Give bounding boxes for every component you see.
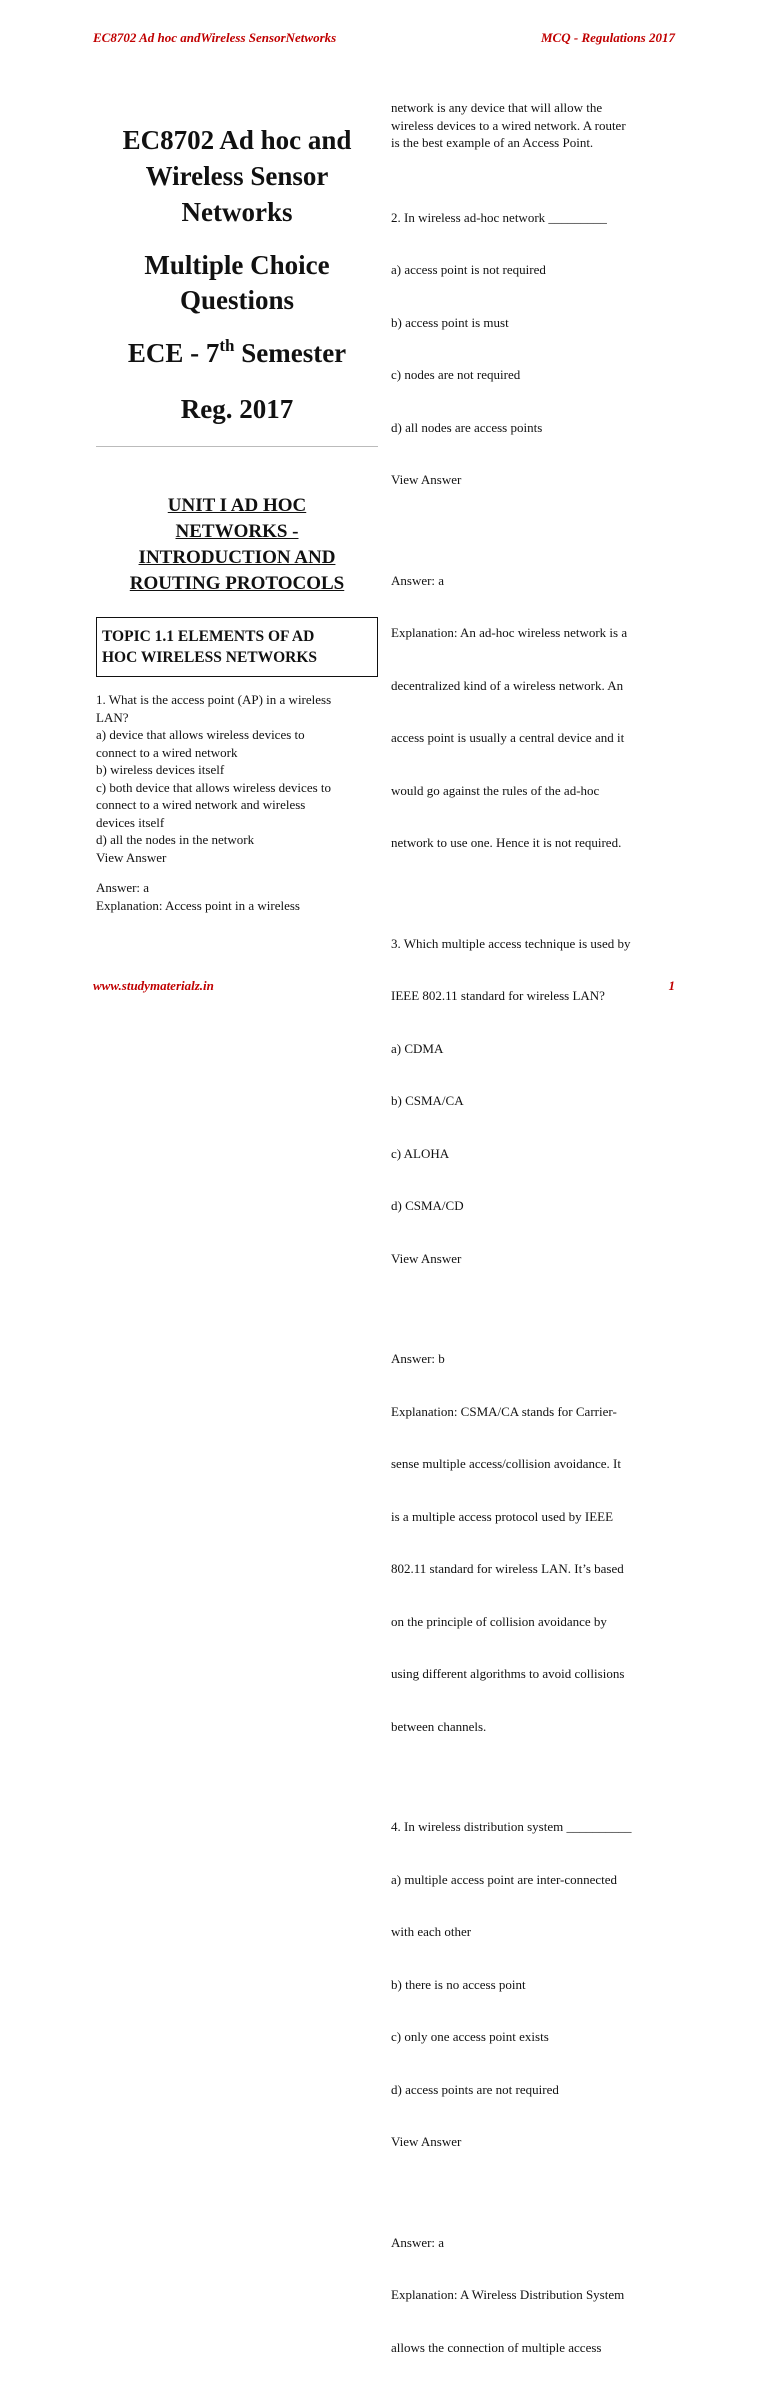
footer-website-link[interactable]: www.studymaterialz.in: [93, 978, 214, 993]
semester-heading: ECE - 7th Semester: [127, 336, 347, 368]
question-3: 3. Which multiple access technique is used by IEEE 802.11 standard for wireless LAN? a) CDMA b) CSMA/CA c) ALOHA d) CSMA/CD View Answer Answer: b Explanation: CSMA/CA stands for Carrier- sense multiple access/collision avoidance. It is a multiple access protocol used by IEEE 802.11 standard for wireless LAN. It’s based on the principle of collision avoidance by using different algorithms to avoid collisions between channels.: [391, 900, 681, 1771]
header-title: EC8702 Ad hoc andWireless SensorNetworks: [93, 30, 337, 45]
page-number: 1: [668, 978, 675, 993]
course-title-line3: Networks: [181, 197, 293, 227]
right-column: network is any device that will allow the wireless devices to a wired network. A router is the best example of an Access Point. 2. In wireless ad-hoc network _________ a) access point is not required b) access point is must c) nodes are not required d) all nodes are access points View Answer Answer: a Explanation: An ad-hoc wireless network is a decentralized kind of a wireless network. An access point is usually a central device and it would go against the rules of the ad-hoc network to use one. Hence it is not required. 3. Which multiple access technique is used by IEEE 802.11 standard for wireless LAN? a) CDMA b) CSMA/CA c) ALOHA d) CSMA/CD View Answer Answer: b Explanation: CSMA/CA stands for Carrier- sense multiple access/collision avoidance. It is a multiple access protocol used by IEEE 802.11 standard for wireless LAN. It’s based on the principle of collision avoidance by using different algorithms to avoid collisions between channels. 4. In wireless distribution system __________ a) multiple access point are inter-connected with each other b) there is no access point c) only one access point exists d) access points are not required View Answer Answer: a Explanation: A Wireless Distribution System allows the connection of multiple access: [391, 99, 681, 2391]
view-answer-link[interactable]: View Answer: [391, 2134, 462, 2149]
question-2: 2. In wireless ad-hoc network _________ a) access point is not required b) access point is must c) nodes are not required d) all nodes are access points View Answer Answer: a Explanation: An ad-hoc wireless network is a decentralized kind of a wireless network. An access point is usually a central device and it would go against the rules of the ad-hoc network to use one. Hence it is not required.: [391, 174, 681, 887]
view-answer-link[interactable]: View Answer: [96, 849, 167, 865]
title-block: [96, 122, 378, 426]
subtitle-line2: Questions: [179, 285, 295, 315]
regulation-heading: Reg. 2017: [180, 394, 294, 424]
left-column: [96, 122, 378, 914]
course-title-line2: Wireless Sensor: [145, 161, 329, 191]
unit-heading: UNIT I AD HOC NETWORKS - INTRODUCTION AND ROUTING PROTOCOLS: [129, 495, 345, 594]
view-answer-link[interactable]: View Answer: [391, 1250, 462, 1266]
view-answer-link[interactable]: View Answer: [391, 472, 462, 487]
divider: [96, 446, 378, 447]
topic-box: TOPIC 1.1 ELEMENTS OF AD HOC WIRELESS NETWORKS: [96, 617, 378, 677]
course-title-line1: EC8702 Ad hoc and: [122, 125, 352, 155]
question-4: 4. In wireless distribution system __________ a) multiple access point are inter-connected with each other b) there is no access point c) only one access point exists d) access points are not required View Answer Answer: a Explanation: A Wireless Distribution System allows the connection of multiple access: [391, 1783, 681, 2391]
header-regulation: MCQ - Regulations 2017: [541, 30, 675, 45]
subtitle-line1: Multiple Choice: [144, 250, 330, 280]
question-1: 1. What is the access point (AP) in a wireless LAN? a) device that allows wireless devices to connect to a wired network b) wireless devices itself c) both device that allows wireless devices to connect to a wired network and wireless devices itself d) all the nodes in the network View Answer Answer: a Explanation: Access point in a wireless: [96, 691, 378, 914]
